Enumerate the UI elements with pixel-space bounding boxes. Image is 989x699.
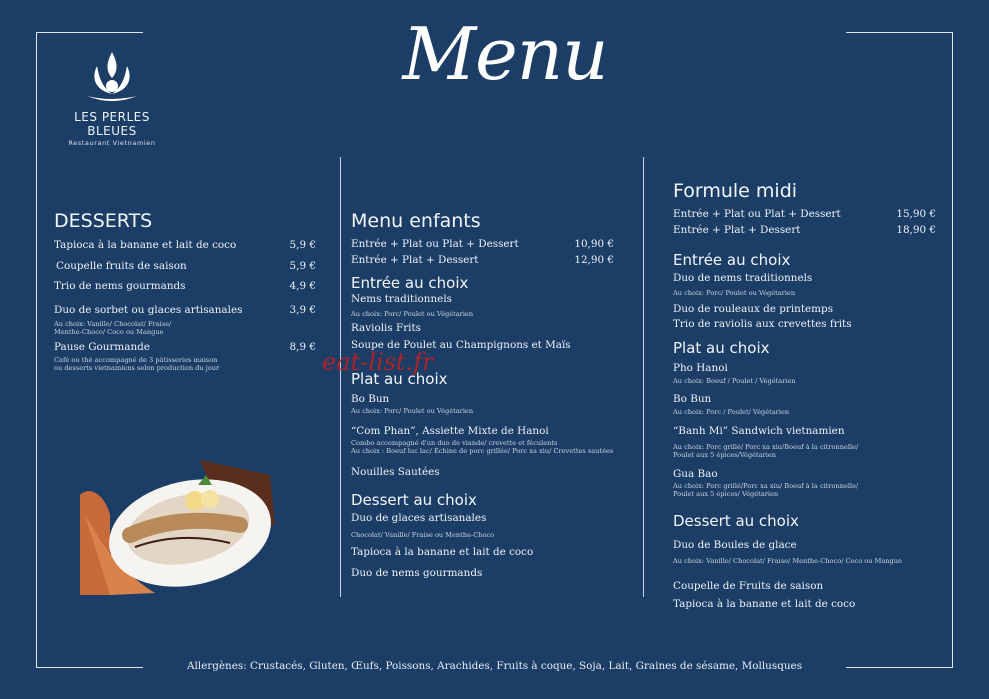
kids-dessert-item: Tapioca à la banane et lait de coco xyxy=(351,546,534,558)
lunch-plat-item: Bo Bun xyxy=(673,393,712,405)
kids-menu-heading: Menu enfants xyxy=(351,210,481,232)
kids-formula-name: Entrée + Plat ou Plat + Dessert xyxy=(351,238,519,250)
lunch-entree-heading: Entrée au choix xyxy=(673,251,791,269)
frame-top-left xyxy=(36,32,143,33)
lunch-plat-heading: Plat au choix xyxy=(673,339,770,357)
desserts-heading: DESSERTS xyxy=(54,210,153,232)
lunch-formula-price: 15,90 € xyxy=(896,208,936,220)
kids-entree-note: Au choix: Porc/ Poulet ou Végétarien xyxy=(351,310,474,318)
page-title: Menu xyxy=(402,12,608,96)
frame-left xyxy=(36,32,37,668)
dessert-item-price: 5,9 € xyxy=(289,260,316,272)
kids-entree-item: Raviolis Frits xyxy=(351,322,421,334)
lunch-plat-item: Pho Hanoi xyxy=(673,362,728,374)
kids-plat-item: Nouilles Sautées xyxy=(351,466,440,478)
brand-subtitle: Restaurant Vietnamien xyxy=(68,139,156,147)
dessert-plate-photo xyxy=(80,455,280,595)
dessert-item-note: Menthe-Choco/ Coco ou Mangue xyxy=(54,328,164,336)
kids-entree-item: Soupe de Poulet au Champignons et Maïs xyxy=(351,339,571,351)
lunch-entree-note: Au choix: Porc/ Poulet ou Végétarien xyxy=(673,289,796,297)
frame-top-right xyxy=(846,32,953,33)
watermark: eat-list.fr xyxy=(322,348,434,376)
allergens-footer: Allergènes: Crustacés, Gluten, Œufs, Poissons, Arachides, Fruits à coque, Soja, Lait, Graines de sésame, Mollusques xyxy=(186,660,803,672)
lunch-entree-item: Trio de raviolis aux crevettes frits xyxy=(673,318,852,330)
restaurant-logo xyxy=(48,48,176,147)
lunch-dessert-item: Coupelle de Fruits de saison xyxy=(673,580,824,592)
kids-entree-heading: Entrée au choix xyxy=(351,274,469,292)
dessert-item-name: Tapioca à la banane et lait de coco xyxy=(54,239,237,251)
frame-right xyxy=(952,32,953,668)
kids-dessert-item: Duo de glaces artisanales xyxy=(351,512,487,524)
kids-plat-note: Au choix : Boeuf luc lac/ Échine de porc grillée/ Porc xa xiu/ Crevettes sautées xyxy=(351,447,614,455)
kids-entree-item: Nems traditionnels xyxy=(351,293,452,305)
dessert-item-note: Café ou thé accompagné de 3 pâtisseries maison xyxy=(54,356,218,364)
lunch-plat-item: “Banh Mi” Sandwich vietnamien xyxy=(673,425,845,437)
kids-dessert-heading: Dessert au choix xyxy=(351,491,477,509)
dessert-item-name: Coupelle fruits de saison xyxy=(56,260,187,272)
lunch-formula-price: 18,90 € xyxy=(896,224,936,236)
lunch-dessert-heading: Dessert au choix xyxy=(673,512,799,530)
kids-plat-item: Bo Bun xyxy=(351,393,390,405)
brand-name: LES PERLES BLEUES xyxy=(74,110,150,138)
kids-plat-note: Combo accompagné d'un duo de viande/ crevette et féculents xyxy=(351,439,558,447)
lunch-dessert-item: Duo de Boules de glace xyxy=(673,539,797,551)
dessert-item-name: Trio de nems gourmands xyxy=(54,280,186,292)
dessert-item-price: 4,9 € xyxy=(289,280,316,292)
lunch-plat-note: Au choix: Porc grillé/ Porc xa xiu/Boeuf à la citronnelle/ xyxy=(673,443,859,451)
lunch-plat-item: Gua Bao xyxy=(673,468,718,480)
lunch-dessert-note: Au choix: Vanille/ Chocolat/ Fraise/ Menthe-Choco/ Coco ou Mangue xyxy=(673,557,902,565)
kids-formula-price: 10,90 € xyxy=(574,238,614,250)
column-separator-1 xyxy=(340,157,341,597)
kids-plat-item: “Com Phan”, Assiette Mixte de Hanoi xyxy=(351,425,549,437)
lunch-formula-name: Entrée + Plat ou Plat + Dessert xyxy=(673,208,841,220)
lunch-plat-note: Au choix: Boeuf / Poulet / Végétarien xyxy=(673,377,796,385)
dessert-item-price: 5,9 € xyxy=(289,239,316,251)
lunch-plat-note: Poulet aux 5 épices/Végétarien xyxy=(673,451,777,459)
kids-formula-price: 12,90 € xyxy=(574,254,614,266)
dessert-item-price: 3,9 € xyxy=(289,304,316,316)
lunch-plat-note: Poulet aux 5 épices/ Végétarien xyxy=(673,490,779,498)
kids-plat-heading: Plat au choix xyxy=(351,370,448,388)
lunch-entree-item: Duo de nems traditionnels xyxy=(673,272,813,284)
lunch-dessert-item: Tapioca à la banane et lait de coco xyxy=(673,598,856,610)
column-separator-2 xyxy=(643,157,644,597)
kids-formula-name: Entrée + Plat + Dessert xyxy=(351,254,479,266)
lunch-formula-name: Entrée + Plat + Dessert xyxy=(673,224,801,236)
dessert-item-name: Duo de sorbet ou glaces artisanales xyxy=(54,304,243,316)
dessert-item-note: Au choix: Vanille/ Chocolat/ Fraise/ xyxy=(54,320,172,328)
lunch-plat-note: Au choix: Porc grillé/Porc xa xiu/ Boeuf à la citronnelle/ xyxy=(673,482,859,490)
kids-dessert-note: Chocolat/ Vanille/ Fraise ou Menthe-Choco xyxy=(351,531,495,539)
dessert-item-name: Pause Gourmande xyxy=(54,341,150,353)
lunch-menu-heading: Formule midi xyxy=(673,180,798,202)
lunch-entree-item: Duo de rouleaux de printemps xyxy=(673,303,834,315)
dessert-item-note: ou desserts vietnamiens selon production du jour xyxy=(54,364,220,372)
lotus-pearl-icon xyxy=(77,48,147,108)
lunch-plat-note: Au choix: Porc / Poulet/ Végétarien xyxy=(673,408,790,416)
dessert-item-price: 8,9 € xyxy=(289,341,316,353)
kids-dessert-item: Duo de nems gourmands xyxy=(351,567,483,579)
kids-plat-note: Au choix: Porc/ Poulet ou Végétarien xyxy=(351,407,474,415)
